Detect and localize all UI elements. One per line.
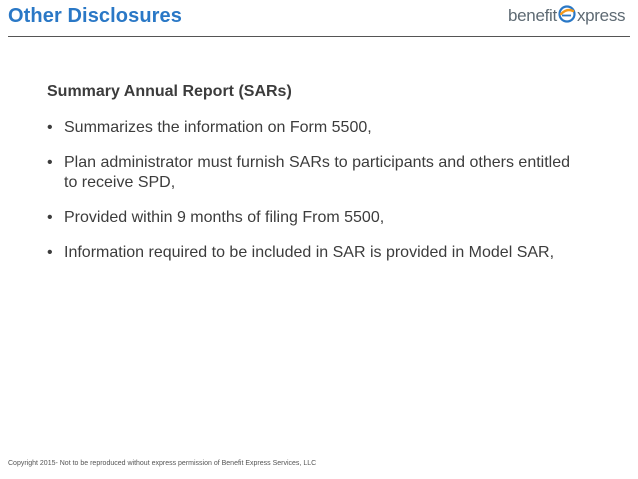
- header-divider: [8, 36, 630, 37]
- list-item: [47, 243, 587, 263]
- list-item: [47, 208, 587, 228]
- list-item: [47, 118, 587, 138]
- bullet-text: Summarizes the information on Form 5500,: [64, 119, 372, 136]
- page-title: Other Disclosures: [8, 5, 182, 27]
- logo-e-swoosh-icon: [558, 5, 576, 28]
- bullet-list: [47, 118, 587, 278]
- bullet-text: Information required to be included in SAR is provided in Model SAR,: [64, 244, 555, 261]
- logo-text-xpress: xpress: [576, 6, 626, 25]
- bullet-icon: •: [47, 154, 53, 171]
- bullet-text: Plan administrator must furnish SARs to participants and others entitled to receive SPD,: [64, 154, 571, 191]
- bullet-icon: •: [47, 119, 53, 136]
- bullet-icon: •: [47, 209, 53, 226]
- copyright-footer: Copyright 2015- Not to be reproduced without express permission of Benefit Express Services, LLC: [8, 460, 317, 467]
- logo-text-benefit: benefit: [508, 6, 557, 25]
- bullet-text: Provided within 9 months of filing From 5500,: [64, 209, 385, 226]
- benefit-express-logo: [508, 4, 625, 28]
- section-title: Summary Annual Report (SARs): [47, 83, 292, 100]
- list-item: [47, 153, 587, 193]
- bullet-icon: •: [47, 244, 53, 261]
